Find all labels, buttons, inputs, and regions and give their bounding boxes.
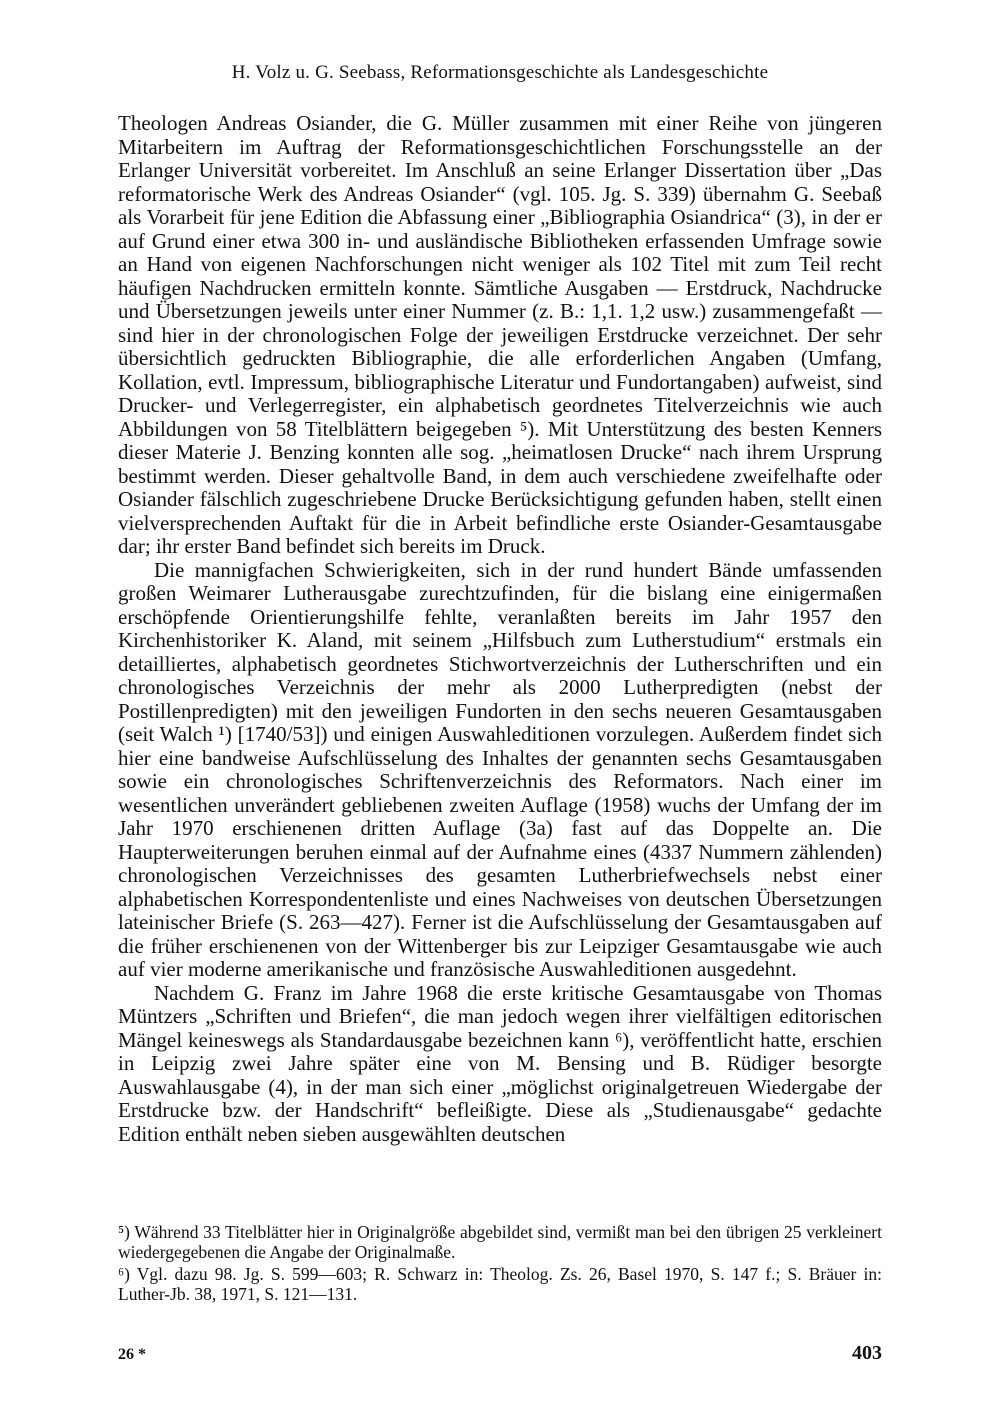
footnote-5: ⁵) Während 33 Titelblätter hier in Originalgröße abgebildet sind, vermißt man bei den übrigen 25 verkleinert wiedergegebenen die Angabe der Originalmaße. <box>118 1222 882 1262</box>
paragraph-3: Nachdem G. Franz im Jahre 1968 die erste kritische Gesamtausgabe von Thomas Müntzers „Schriften und Briefen“, die man jedoch wegen ihrer vielfältigen editorischen Mängel keineswegs als Standardausgabe bezeichnen kann ⁶), veröffentlicht hatte, erschien in Leipzig zwei Jahre später eine von M. Bensing und B. Rüdiger besorgte Auswahlausgabe (4), in der man sich einer „möglichst originalgetreuen Wiedergabe der Erstdrucke bzw. der Handschrift“ befleißigte. Diese als „Studienausgabe“ gedachte Edition enthält neben sieben ausgewählten deutschen <box>118 980 882 1146</box>
page-number: 403 <box>852 1342 882 1364</box>
body-text <box>118 112 882 1146</box>
footnotes <box>118 1222 882 1304</box>
paragraph-1: Theologen Andreas Osiander, die G. Müller zusammen mit einer Reihe von jüngeren Mitarbeitern im Auftrag der Reformationsgeschichtlichen Forschungsstelle an der Erlanger Universität vorbereitet. Im Anschluß an seine Erlanger Dissertation über „Das reformatorische Werk des Andreas Osiander“ (vgl. 105. Jg. S. 339) übernahm G. Seebaß als Vorarbeit für jene Edition die Abfassung einer „Bibliographia Osiandrica“ (3), in der er auf Grund einer etwa 300 in- und ausländische Bibliotheken erfassenden Umfrage sowie an Hand von eigenen Nachforschungen nicht weniger als 102 Titel mit zum Teil recht häufigen Nachdrucken ermitteln konnte. Sämtliche Ausgaben — Erstdruck, Nachdrucke und Übersetzungen jeweils unter einer Nummer (z. B.: 1,1. 1,2 usw.) zusammengefaßt — sind hier in der chronologischen Folge der jeweiligen Erstdrucke verzeichnet. Der sehr übersichtlich gedruckten Bibliographie, die alle erforderlichen Angaben (Umfang, Kollation, evtl. Impressum, bibliographische Literatur und Fundortangaben) aufweist, sind Drucker- und Verlegerregister, ein alphabetisch geordnetes Titelverzeichnis wie auch Abbildungen von 58 Titelblättern beigegeben ⁵). Mit Unterstützung des besten Kenners dieser Materie J. Benzing konnten alle sog. „heimatlosen Drucke“ nach ihrem Ursprung bestimmt werden. Dieser gehaltvolle Band, in dem auch verschiedene zweifelhafte oder Osiander fälschlich zugeschriebene Drucke Berücksichtigung gefunden haben, stellt einen vielversprechenden Auftakt für die in Arbeit befindliche erste Osiander-Gesamtausgabe dar; ihr erster Band befindet sich bereits im Druck. <box>118 111 882 558</box>
signature-mark: 26 * <box>118 1346 146 1363</box>
running-header: H. Volz u. G. Seebass, Reformationsgeschichte als Landesgeschichte <box>231 62 769 83</box>
footnote-6: ⁶) Vgl. dazu 98. Jg. S. 599—603; R. Schwarz in: Theolog. Zs. 26, Basel 1970, S. 147 f.; S. Bräuer in: Luther-Jb. 38, 1971, S. 121—131. <box>118 1264 882 1304</box>
paragraph-2: Die mannigfachen Schwierigkeiten, sich in der rund hundert Bände umfassenden großen Weimarer Lutherausgabe zurechtzufinden, für die bislang eine einigermaßen erschöpfende Orientierungshilfe fehlte, veranlaßten bereits im Jahr 1957 den Kirchenhistoriker K. Aland, mit seinem „Hilfsbuch zum Lutherstudium“ erstmals ein detailliertes, alphabetisch geordnetes Stichwortverzeichnis der Lutherschriften und ein chronologisches Verzeichnis der mehr als 2000 Lutherpredigten (nebst der Postillenpredigten) mit den jeweiligen Fundorten in den sechs neueren Gesamtausgaben (seit Walch ¹) [1740/53]) und einigen Auswahleditionen vorzulegen. Außerdem findet sich hier eine bandweise Aufschlüsselung des Inhaltes der genannten sechs Gesamtausgaben sowie ein chronologisches Schriftenverzeichnis des Reformators. Nach einer im wesentlichen unverändert gebliebenen zweiten Auflage (1958) wuchs der Umfang der im Jahr 1970 erschienenen dritten Auflage (3a) fast auf das Doppelte an. Die Haupterweiterungen beruhen einmal auf der Aufnahme eines (4337 Nummern zählenden) chronologischen Verzeichnisses des gesamten Lutherbriefwechsels nebst einer alphabetischen Korrespondentenliste und eines Nachweises von deutschen Übersetzungen lateinischer Briefe (S. 263—427). Ferner ist die Aufschlüsselung der Gesamtausgaben auf die früher erschienenen von der Wittenberger bis zur Leipziger Gesamtausgabe wie auch auf vier moderne amerikanische und französische Auswahleditionen ausgedehnt. <box>118 557 882 981</box>
